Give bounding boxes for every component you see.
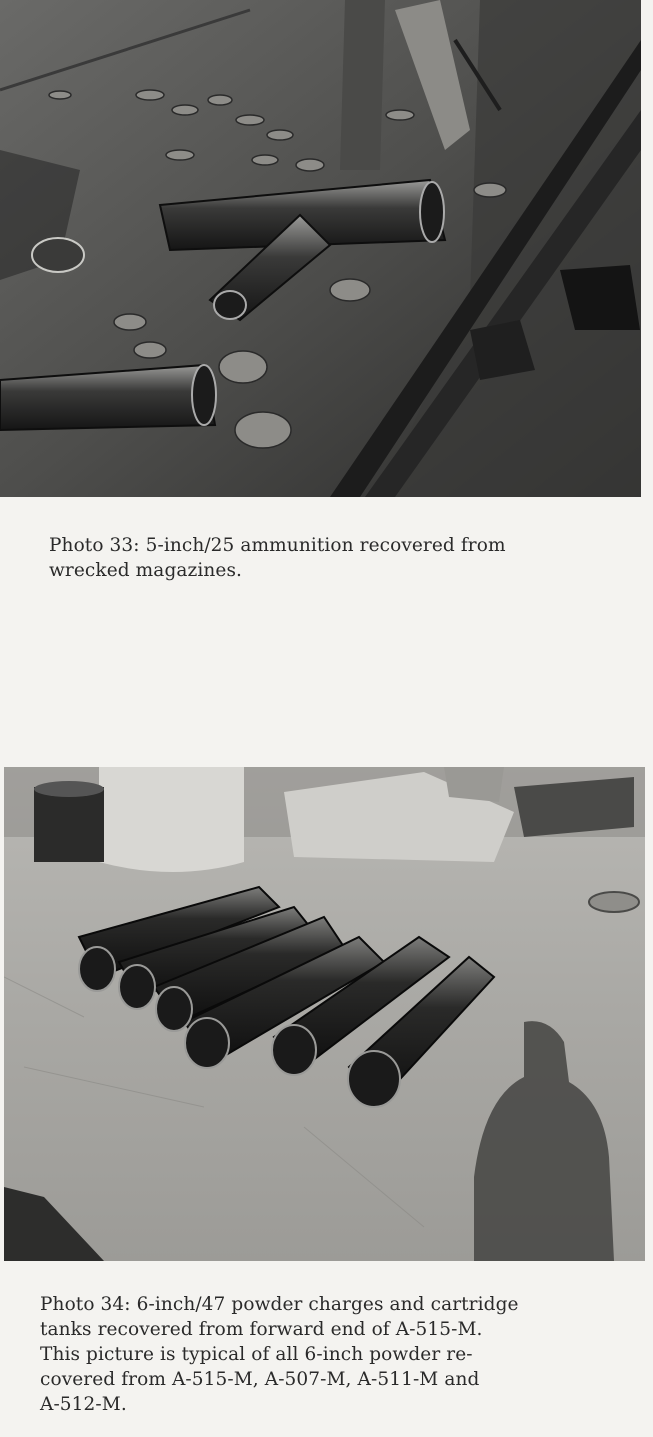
caption-line: covered from A-515-M, A-507-M, A-511-M and [40, 1369, 480, 1390]
photo-33-caption [49, 533, 639, 583]
photo-34-image [4, 767, 645, 1261]
caption-line: Photo 33: 5-inch/25 ammunition recovered from [49, 535, 506, 556]
caption-line: A-512-M. [40, 1394, 127, 1415]
caption-line: Photo 34: 6-inch/47 powder charges and cartridge [40, 1294, 519, 1315]
photo-33-illustration [0, 0, 641, 497]
photo-34-illustration [4, 767, 645, 1261]
photo-33-image [0, 0, 641, 497]
caption-line: wrecked magazines. [49, 560, 243, 581]
caption-line: This picture is typical of all 6-inch powder re- [40, 1344, 473, 1365]
photo-34-caption [40, 1292, 635, 1417]
caption-line: tanks recovered from forward end of A-515-M. [40, 1319, 483, 1340]
